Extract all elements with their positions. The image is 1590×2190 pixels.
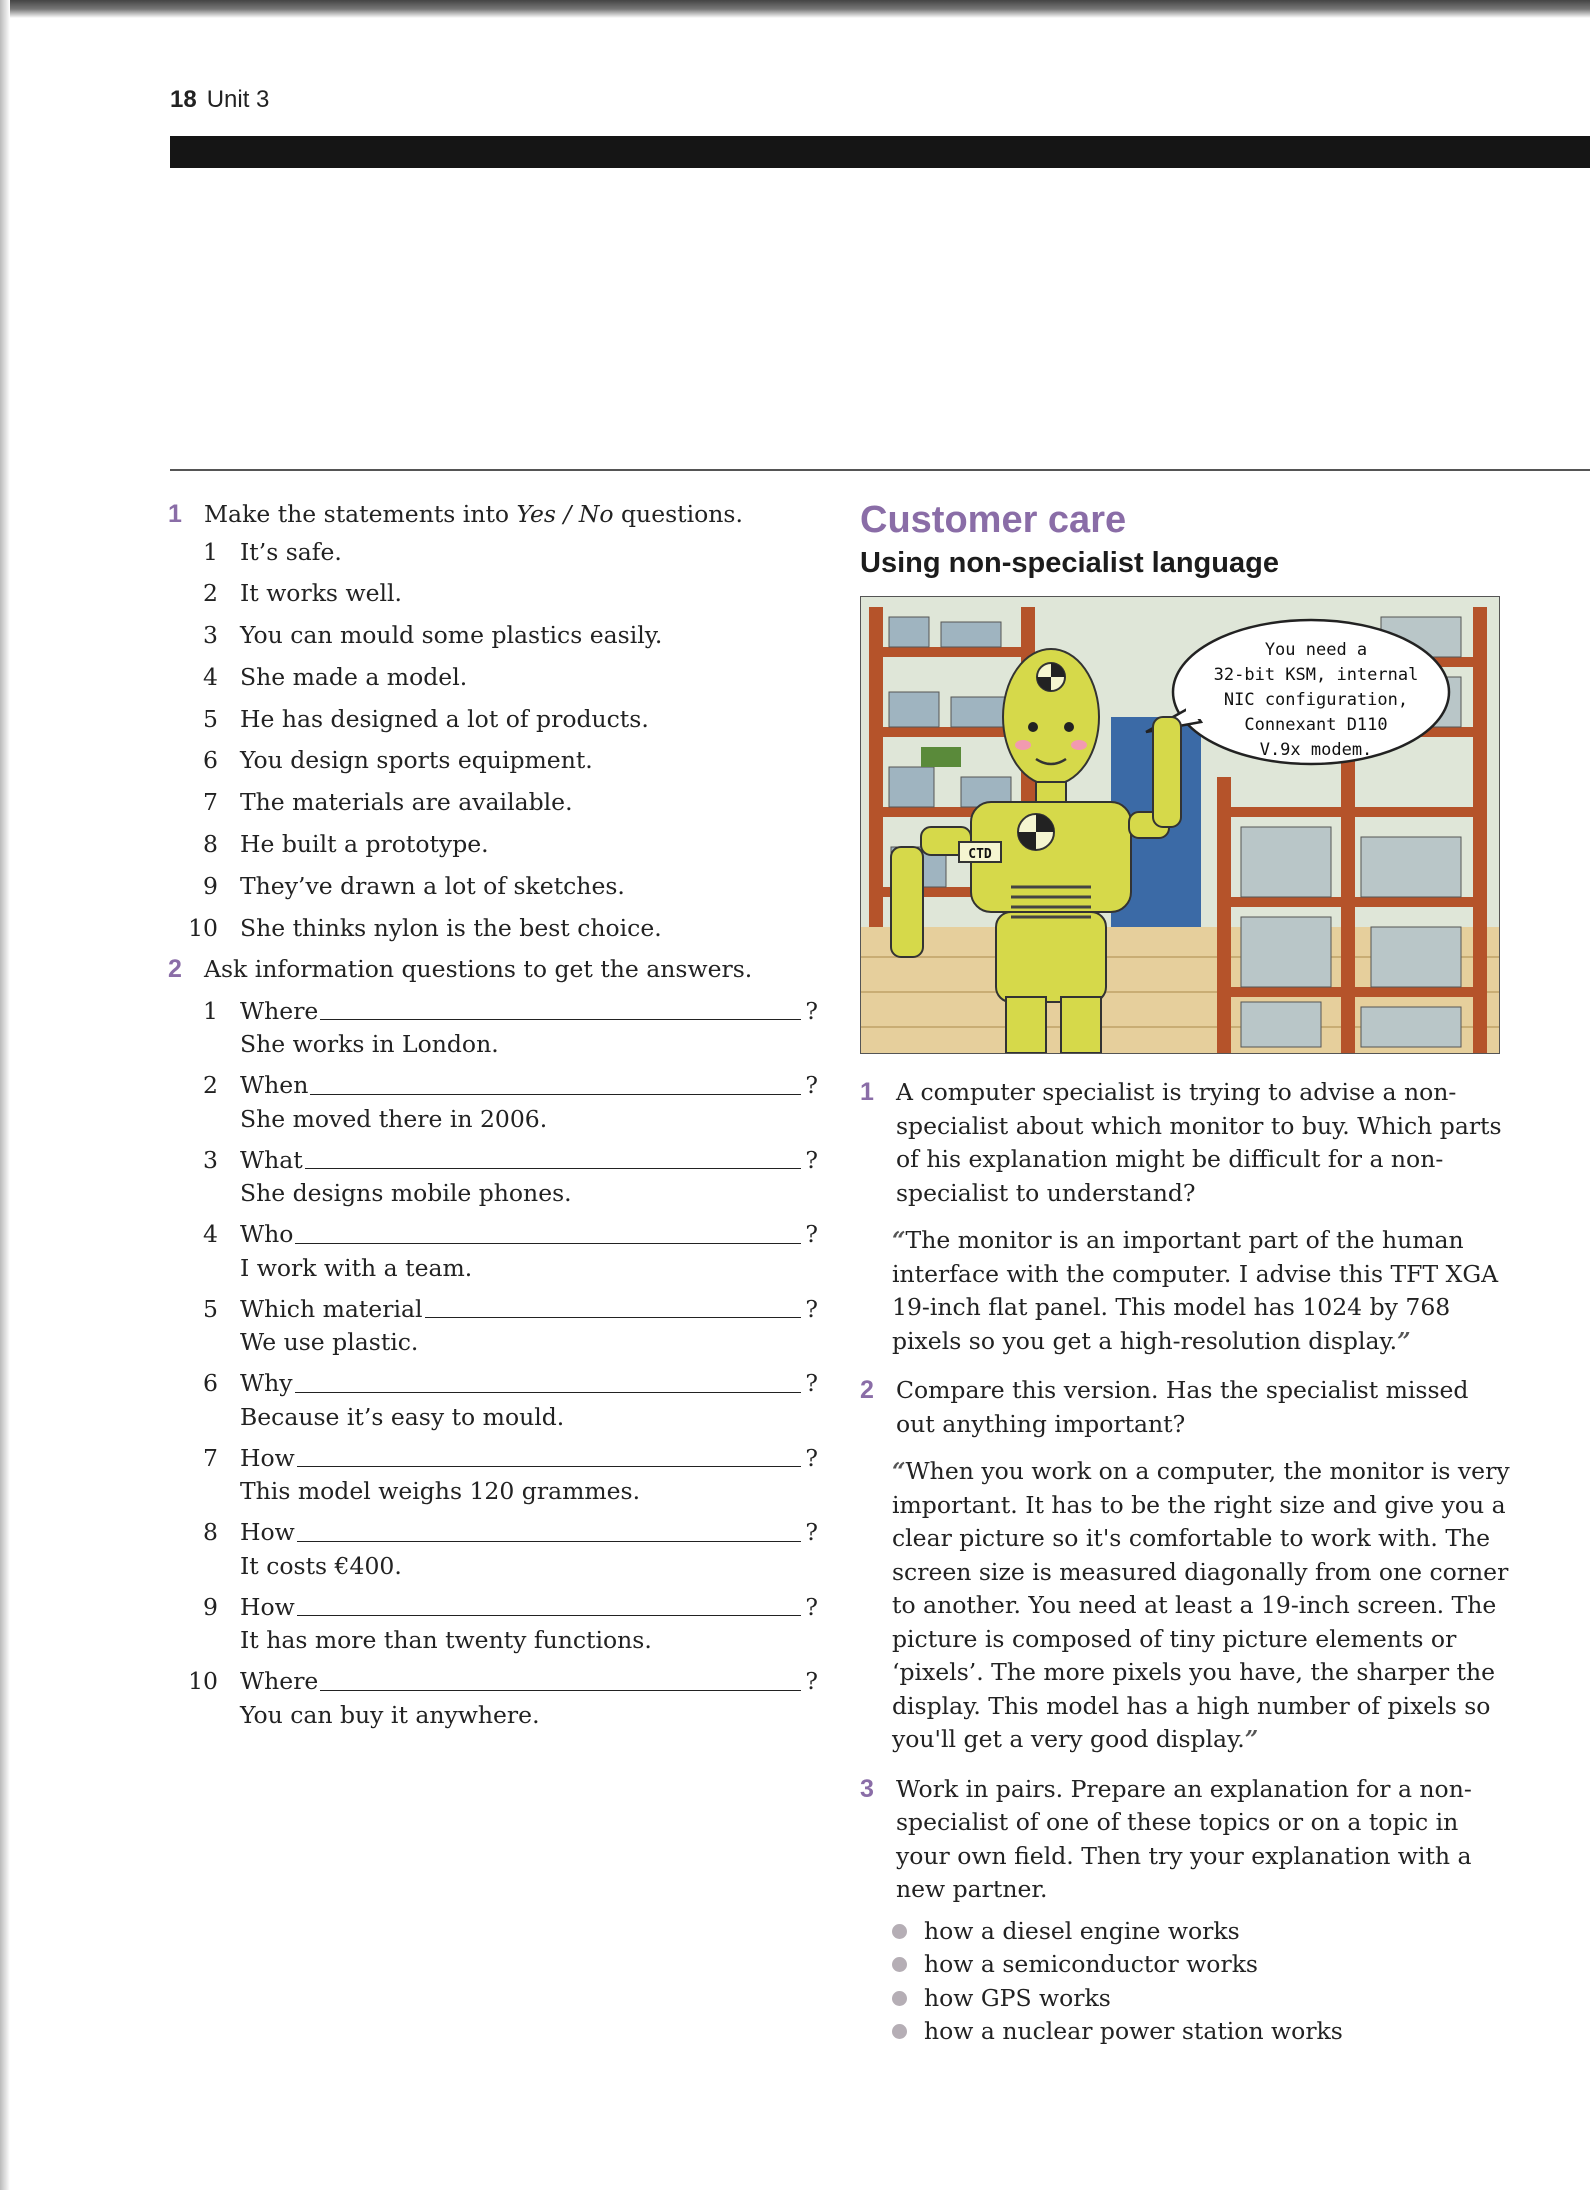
open-quote: “	[892, 1226, 906, 1254]
specialist-quote	[860, 1224, 1510, 1358]
item-text: They’ve drawn a lot of sketches.	[240, 871, 625, 900]
question-word: How	[240, 1443, 295, 1472]
exercise-2	[860, 1374, 1510, 1441]
item-text: He has designed a lot of products.	[240, 704, 649, 733]
answer-blank[interactable]	[297, 1442, 802, 1468]
topic-list	[860, 1915, 1510, 2049]
question-word: What	[240, 1145, 303, 1174]
exercise-text: Work in pairs. Prepare an explanation for a non-specialist of one of these topics or on a topic in your own field. Then try your explanation with a new partner.	[896, 1774, 1472, 1903]
item-number: 6	[203, 746, 218, 775]
question-mark: ?	[805, 1592, 818, 1621]
list-item	[168, 908, 818, 950]
item-number: 4	[203, 1220, 218, 1249]
speech-line: NIC configuration,	[1223, 690, 1409, 710]
list-item	[168, 824, 818, 866]
item-number: 4	[203, 662, 218, 691]
item-text: It works well.	[240, 579, 402, 608]
speech-line: V.9x modem.	[1259, 740, 1373, 760]
item-number: 2	[203, 579, 218, 608]
exercise-text: A computer specialist is trying to advise a non-specialist about which monitor to buy. Which parts of his explanation might be difficult for a non-specialist to understand?	[896, 1078, 1502, 1207]
speech-line: You need a	[1264, 640, 1368, 660]
exercise-instruction	[204, 498, 818, 532]
answer-blank[interactable]	[425, 1293, 802, 1319]
question-word: Where	[240, 996, 319, 1025]
item-number: 10	[188, 913, 218, 942]
item-number: 2	[203, 1071, 218, 1100]
question-word: Which material	[240, 1294, 423, 1323]
question-row	[168, 995, 818, 1029]
left-column	[168, 498, 818, 1740]
exercise-text: Compare this version. Has the specialist missed out anything important?	[896, 1376, 1469, 1438]
answer-text: It has more than twenty functions.	[240, 1626, 652, 1655]
question-word: How	[240, 1518, 295, 1547]
illustration-drawing	[861, 597, 1499, 1053]
question-mark: ?	[805, 1518, 818, 1547]
answer-text: This model weighs 120 grammes.	[240, 1477, 641, 1506]
question-mark: ?	[805, 1220, 818, 1249]
right-column	[860, 498, 1510, 2049]
question-mark: ?	[805, 1071, 818, 1100]
answer-blank[interactable]	[320, 1665, 801, 1691]
exercise-number: 2	[168, 955, 182, 984]
plain-quote	[860, 1455, 1510, 1757]
answer-blank[interactable]	[295, 1367, 802, 1393]
answer-text: She works in London.	[240, 1030, 499, 1059]
exercise-1-heading	[168, 498, 818, 532]
item-number: 10	[188, 1667, 218, 1696]
item-text: The materials are available.	[240, 788, 573, 817]
list-item	[168, 615, 818, 657]
topic-text: how a diesel engine works	[924, 1916, 1240, 1945]
question-mark: ?	[805, 1145, 818, 1174]
bullet-icon	[892, 2024, 907, 2039]
list-item	[168, 740, 818, 782]
question-row	[168, 1144, 818, 1178]
question-row	[168, 1591, 818, 1625]
item-text: She made a model.	[240, 662, 468, 691]
topic-text: how a semiconductor works	[924, 1950, 1258, 1978]
close-quote: ”	[1244, 1725, 1259, 1753]
speech-line: Connexant D110	[1244, 715, 1388, 735]
instruction-text: Make the statements into	[204, 500, 517, 528]
item-number: 3	[203, 1145, 218, 1174]
answer-text: We use plastic.	[240, 1328, 419, 1357]
bullet-icon	[892, 1924, 907, 1939]
question-row	[168, 1516, 818, 1550]
answer-blank[interactable]	[310, 1069, 801, 1095]
answer-text: She moved there in 2006.	[240, 1104, 548, 1133]
answer-text: It costs €400.	[240, 1551, 402, 1580]
item-number: 8	[203, 830, 218, 859]
topic-item	[892, 1948, 1510, 1982]
question-word: Why	[240, 1369, 293, 1398]
question-word: How	[240, 1592, 295, 1621]
list-item	[168, 532, 818, 574]
answer-blank[interactable]	[297, 1516, 802, 1542]
question-word: Where	[240, 1667, 319, 1696]
page-binding-edge	[0, 0, 10, 2190]
exercise-number: 3	[860, 1774, 874, 1803]
section-subtitle: Using non-specialist language	[860, 547, 1279, 579]
question-mark: ?	[805, 1294, 818, 1323]
instruction-italic: Yes / No	[516, 500, 614, 528]
answer-text: She designs mobile phones.	[240, 1179, 572, 1208]
item-text: She thinks nylon is the best choice.	[240, 913, 662, 942]
question-mark: ?	[805, 1443, 818, 1472]
item-text: You can mould some plastics easily.	[240, 621, 663, 650]
list-item	[168, 573, 818, 615]
list-item	[168, 699, 818, 741]
instruction-text: questions.	[613, 500, 743, 528]
question-word: Who	[240, 1220, 294, 1249]
topic-item	[892, 1982, 1510, 2016]
exercise-3	[860, 1773, 1510, 1907]
quote-text: When you work on a computer, the monitor is very important. It has to be the right size and give you a clear picture so it's comfortable to work with. The screen size is measured diagonally from one corner to another. You need at least a 19-inch screen. The picture is composed of tiny picture elements or ‘pixels’. The more pixels you have, the sharper the display. This model has a high number of pixels so you'll get a very good display.	[892, 1457, 1510, 1753]
section-title: Customer care	[860, 499, 1127, 541]
topic-text: how GPS works	[924, 1983, 1111, 2012]
topic-item	[892, 2015, 1510, 2049]
page-header	[170, 86, 269, 114]
item-number: 8	[203, 1518, 218, 1547]
topic-item	[892, 1915, 1510, 1949]
answer-blank[interactable]	[320, 995, 801, 1021]
item-number: 1	[203, 996, 218, 1025]
exercise-2-list	[168, 995, 818, 1740]
item-number: 1	[203, 537, 218, 566]
question-mark: ?	[805, 1369, 818, 1398]
item-number: 9	[203, 1592, 218, 1621]
question-mark: ?	[805, 1667, 818, 1696]
item-text: You design sports equipment.	[240, 746, 593, 775]
item-text: He built a prototype.	[240, 830, 489, 859]
bullet-icon	[892, 1991, 907, 2006]
speech-line: 32-bit KSM, internal	[1213, 665, 1419, 685]
answer-text: I work with a team.	[240, 1253, 473, 1282]
section-divider	[170, 469, 1590, 471]
quote-text: The monitor is an important part of the human interface with the computer. I advise this TFT XGA 19-inch flat panel. This model has 1024 by 768 pixels so you get a high-resolution display.	[892, 1226, 1499, 1355]
question-row	[168, 1069, 818, 1103]
question-row	[168, 1665, 818, 1699]
answer-blank[interactable]	[297, 1591, 802, 1617]
answer-text: Because it’s easy to mould.	[240, 1402, 565, 1431]
answer-blank[interactable]	[295, 1218, 801, 1244]
exercise-1-list	[168, 532, 818, 950]
exercise-number: 1	[860, 1078, 874, 1106]
item-number: 7	[203, 788, 218, 817]
item-number: 7	[203, 1443, 218, 1472]
answer-blank[interactable]	[305, 1144, 802, 1170]
page-top-edge	[0, 0, 1590, 18]
header-bar	[170, 136, 1590, 168]
bullet-icon	[892, 1957, 907, 1972]
item-text: It’s safe.	[240, 537, 342, 566]
exercise-number: 2	[860, 1376, 874, 1404]
list-item	[168, 782, 818, 824]
item-number: 9	[203, 871, 218, 900]
question-row	[168, 1367, 818, 1401]
list-item	[168, 866, 818, 908]
robot-badge: CTD	[968, 847, 992, 862]
topic-text: how a nuclear power station works	[924, 2017, 1343, 2045]
question-row	[168, 1218, 818, 1252]
close-quote: ”	[1397, 1326, 1411, 1355]
answer-text: You can buy it anywhere.	[240, 1700, 540, 1729]
exercise-instruction: Ask information questions to get the answers.	[204, 955, 753, 984]
exercise-number: 1	[168, 500, 182, 528]
question-row	[168, 1442, 818, 1476]
page-number: 18	[170, 86, 197, 113]
item-number: 3	[203, 621, 218, 650]
item-number: 6	[203, 1369, 218, 1398]
exercise-2-heading	[168, 953, 818, 987]
question-row	[168, 1293, 818, 1327]
item-number: 5	[203, 1294, 218, 1323]
robot-illustration	[860, 596, 1500, 1054]
open-quote: “	[892, 1457, 906, 1485]
unit-label: Unit 3	[206, 86, 270, 113]
item-number: 5	[203, 704, 218, 733]
exercise-1	[860, 1076, 1510, 1210]
list-item	[168, 657, 818, 699]
question-mark: ?	[805, 996, 818, 1025]
question-word: When	[240, 1071, 309, 1100]
